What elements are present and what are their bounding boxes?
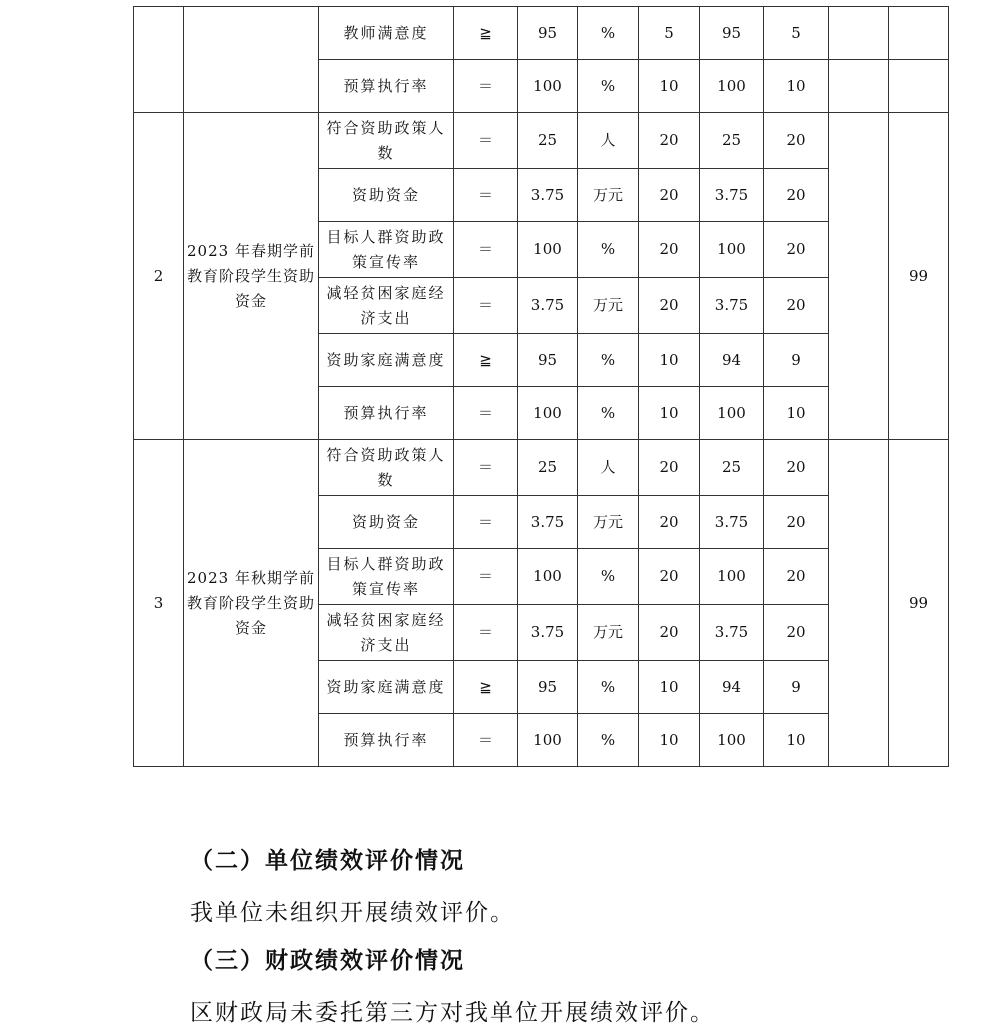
- weight-cell: 20: [639, 440, 700, 496]
- actual-value-cell: 100: [700, 549, 764, 605]
- operator-cell: ＝: [454, 496, 518, 549]
- target-value-cell: 95: [518, 661, 578, 714]
- total-score-cell: 99: [889, 113, 949, 440]
- actual-value-cell: 25: [700, 440, 764, 496]
- project-number-cell: 2: [134, 113, 184, 440]
- target-value-cell: 100: [518, 549, 578, 605]
- actual-value-cell: 95: [700, 7, 764, 60]
- indicator-cell: 资助资金: [319, 496, 454, 549]
- weight-cell: 10: [639, 334, 700, 387]
- operator-cell: ＝: [454, 60, 518, 113]
- indicator-cell: 预算执行率: [319, 387, 454, 440]
- indicator-cell: 符合资助政策人数: [319, 440, 454, 496]
- score-cell: 20: [764, 440, 829, 496]
- table-row: [134, 7, 949, 60]
- weight-cell: 20: [639, 113, 700, 169]
- unit-cell: 人: [578, 113, 639, 169]
- target-value-cell: 3.75: [518, 605, 578, 661]
- project-name-cell: 2023 年秋期学前教育阶段学生资助资金: [184, 440, 319, 767]
- unit-cell: 万元: [578, 496, 639, 549]
- score-cell: 10: [764, 387, 829, 440]
- target-value-cell: 100: [518, 222, 578, 278]
- weight-cell: 5: [639, 7, 700, 60]
- unit-cell: 万元: [578, 605, 639, 661]
- empty-cell: [829, 440, 889, 767]
- score-cell: 9: [764, 661, 829, 714]
- score-cell: 20: [764, 496, 829, 549]
- unit-cell: %: [578, 661, 639, 714]
- indicator-cell: 减轻贫困家庭经济支出: [319, 605, 454, 661]
- score-cell: 20: [764, 169, 829, 222]
- weight-cell: 20: [639, 549, 700, 605]
- weight-cell: 20: [639, 496, 700, 549]
- operator-cell: ＝: [454, 605, 518, 661]
- performance-table: [133, 6, 949, 767]
- section-body-unit-evaluation: 我单位未组织开展绩效评价。: [190, 900, 515, 926]
- indicator-cell: 资助家庭满意度: [319, 661, 454, 714]
- section-heading-finance-evaluation: （三）财政绩效评价情况: [190, 947, 465, 974]
- indicator-cell: 减轻贫困家庭经济支出: [319, 278, 454, 334]
- project-number-cell: 3: [134, 440, 184, 767]
- unit-cell: 万元: [578, 278, 639, 334]
- target-value-cell: 95: [518, 334, 578, 387]
- actual-value-cell: 25: [700, 113, 764, 169]
- project-number-cell: [134, 7, 184, 113]
- operator-cell: ＝: [454, 169, 518, 222]
- actual-value-cell: 100: [700, 714, 764, 767]
- operator-cell: ≧: [454, 7, 518, 60]
- empty-cell: [829, 60, 889, 113]
- target-value-cell: 95: [518, 7, 578, 60]
- unit-cell: 万元: [578, 169, 639, 222]
- score-cell: 20: [764, 222, 829, 278]
- empty-cell: [829, 7, 889, 60]
- indicator-cell: 资助家庭满意度: [319, 334, 454, 387]
- actual-value-cell: 3.75: [700, 496, 764, 549]
- section-heading-unit-evaluation: （二）单位绩效评价情况: [190, 847, 465, 874]
- operator-cell: ＝: [454, 549, 518, 605]
- indicator-cell: 符合资助政策人数: [319, 113, 454, 169]
- indicator-cell: 目标人群资助政策宣传率: [319, 222, 454, 278]
- operator-cell: ＝: [454, 278, 518, 334]
- unit-cell: %: [578, 222, 639, 278]
- empty-cell: [889, 7, 949, 60]
- score-cell: 10: [764, 60, 829, 113]
- actual-value-cell: 3.75: [700, 169, 764, 222]
- unit-cell: %: [578, 7, 639, 60]
- unit-cell: 人: [578, 440, 639, 496]
- score-cell: 20: [764, 278, 829, 334]
- table-row: [134, 440, 949, 496]
- target-value-cell: 25: [518, 440, 578, 496]
- target-value-cell: 100: [518, 387, 578, 440]
- actual-value-cell: 3.75: [700, 278, 764, 334]
- operator-cell: ＝: [454, 222, 518, 278]
- table-row: [134, 113, 949, 169]
- weight-cell: 20: [639, 222, 700, 278]
- target-value-cell: 100: [518, 60, 578, 113]
- actual-value-cell: 94: [700, 334, 764, 387]
- unit-cell: %: [578, 549, 639, 605]
- target-value-cell: 3.75: [518, 169, 578, 222]
- operator-cell: ＝: [454, 714, 518, 767]
- target-value-cell: 3.75: [518, 278, 578, 334]
- target-value-cell: 3.75: [518, 496, 578, 549]
- actual-value-cell: 100: [700, 222, 764, 278]
- operator-cell: ＝: [454, 387, 518, 440]
- actual-value-cell: 100: [700, 60, 764, 113]
- actual-value-cell: 3.75: [700, 605, 764, 661]
- weight-cell: 20: [639, 278, 700, 334]
- empty-cell: [889, 60, 949, 113]
- score-cell: 5: [764, 7, 829, 60]
- weight-cell: 10: [639, 387, 700, 440]
- actual-value-cell: 94: [700, 661, 764, 714]
- indicator-cell: 预算执行率: [319, 60, 454, 113]
- empty-cell: [829, 113, 889, 440]
- unit-cell: %: [578, 387, 639, 440]
- weight-cell: 10: [639, 60, 700, 113]
- project-name-cell: [184, 7, 319, 113]
- operator-cell: ＝: [454, 113, 518, 169]
- indicator-cell: 教师满意度: [319, 7, 454, 60]
- score-cell: 20: [764, 113, 829, 169]
- target-value-cell: 100: [518, 714, 578, 767]
- weight-cell: 20: [639, 605, 700, 661]
- operator-cell: ＝: [454, 440, 518, 496]
- operator-cell: ≧: [454, 661, 518, 714]
- total-score-cell: 99: [889, 440, 949, 767]
- weight-cell: 20: [639, 169, 700, 222]
- score-cell: 20: [764, 605, 829, 661]
- indicator-cell: 资助资金: [319, 169, 454, 222]
- unit-cell: %: [578, 60, 639, 113]
- unit-cell: %: [578, 714, 639, 767]
- score-cell: 10: [764, 714, 829, 767]
- target-value-cell: 25: [518, 113, 578, 169]
- unit-cell: %: [578, 334, 639, 387]
- indicator-cell: 目标人群资助政策宣传率: [319, 549, 454, 605]
- indicator-cell: 预算执行率: [319, 714, 454, 767]
- section-body-finance-evaluation: 区财政局未委托第三方对我单位开展绩效评价。: [190, 1000, 715, 1026]
- weight-cell: 10: [639, 714, 700, 767]
- score-cell: 20: [764, 549, 829, 605]
- actual-value-cell: 100: [700, 387, 764, 440]
- project-name-cell: 2023 年春期学前教育阶段学生资助资金: [184, 113, 319, 440]
- operator-cell: ≧: [454, 334, 518, 387]
- score-cell: 9: [764, 334, 829, 387]
- weight-cell: 10: [639, 661, 700, 714]
